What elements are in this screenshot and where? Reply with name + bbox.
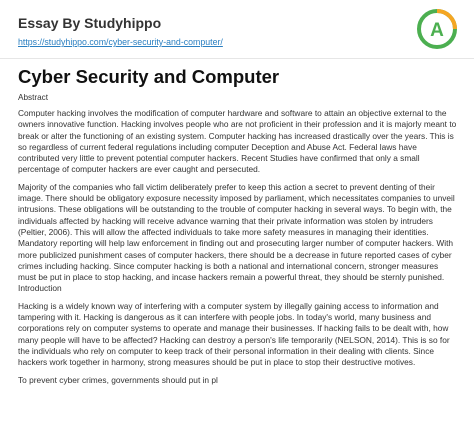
abstract-paragraph-2: Majority of the companies who fall victim deliberately prefer to keep this action a secret to prevent denting of their image. There should be obligatory exposure necessity imposed by parliament, which necessitates companies to unveil intrusions. These obligations will be outstanding to the trouble of computer hacking in several ways. To begin with, the individuals affected by hacking will receive advance warning that their private information was stolen by intruders (Peltier, 2006). This will allow the affected individuals to take more safety measures in managing their identities. Mandatory reporting will help law enforcement in finding out and prosecuting larger number of computer hackers. With more publicized punishment cases of computer hackers, there should be a decrease in future reported cases of cyber crimes including hacking. Since computer hacking is both a national and international concern, stronger measures must be put in place to stop hacking, and incase hackers remain a powerful threat, they should be sternly punished.	[18, 181, 455, 283]
essay-title: Cyber Security and Computer	[18, 66, 280, 87]
essay-content	[18, 66, 458, 386]
abstract-paragraph-1: Computer hacking involves the modification of computer hardware and software to attain an objective external to the owners innovative function. Hacking involves people who are not proficient in their profession and it is majorly meant to break or alter the functioning of an existing system. Computer hacking has increased drastically over the years. This is so regardless of current federal regulations including computer Deception and Abuse Act. Federal laws have contributed very little to prevent potential computer hackers. Recent Studies have confirmed that only a small percentage of computer hackers are ever caught and persecuted.	[18, 108, 457, 175]
brand-title[interactable]: Essay By Studyhippo	[18, 15, 162, 31]
abstract-label: Abstract	[18, 93, 49, 102]
site-header	[0, 0, 474, 59]
logo-letter: A	[430, 20, 444, 41]
introduction-paragraph: Hacking is a widely known way of interfering with a computer system by illegally gaining access to information and tampering with it. Hacking is dangerous as it can interfere with people jobs. In today's world, many business and corporations rely on computer systems to operate and manage their businesses. If hacking fails to be dealt with, how many people will have to be affected? Hacking can destroy a person's life temporarily (NELSON, 2014). This is so for the individuals who rely on computer to keep track of their personal information in their dealing with clients. Since hackers work together in harmony, strong measures should be put in place to stop their destructive motives.	[18, 300, 450, 368]
truncated-paragraph: To prevent cyber crimes, governments should put in pl	[18, 374, 218, 385]
source-url-link[interactable]: https://studyhippo.com/cyber-security-and-computer/	[18, 37, 223, 47]
studyhippo-logo-icon[interactable]	[416, 8, 458, 50]
introduction-heading: Introduction	[18, 283, 62, 294]
